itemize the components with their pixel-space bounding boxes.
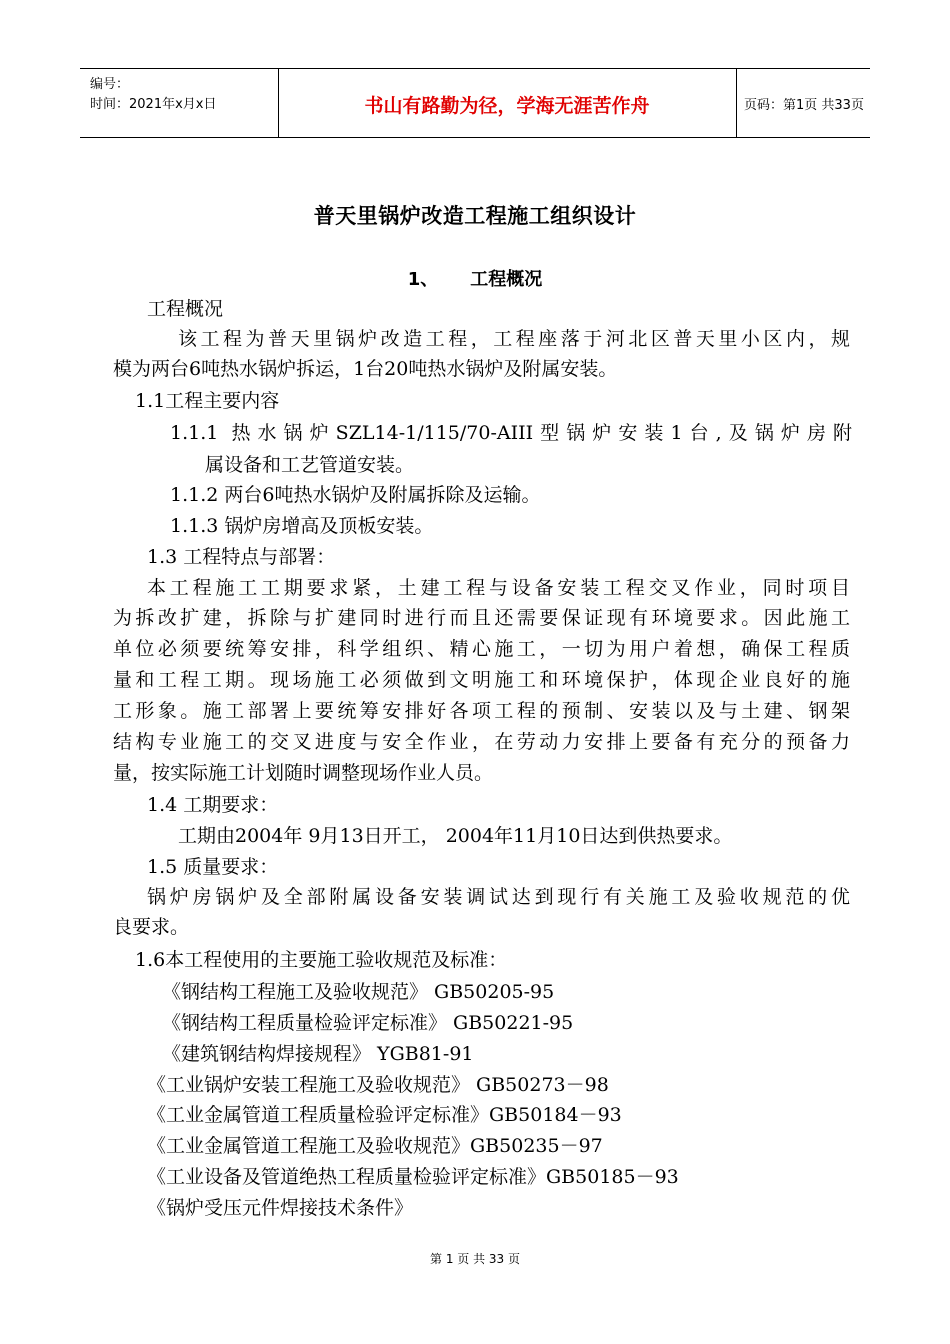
paragraph-line: 锅炉房锅炉及全部附属设备安装调试达到现行有关施工及验收规范的优 bbox=[147, 886, 850, 908]
header-motto: 书山有路勤为径，学海无涯苦作舟 bbox=[364, 95, 650, 117]
paragraph-line: 为拆改扩建，拆除与扩建同时进行而且还需要保证现有环境要求。因此施工 bbox=[113, 607, 850, 629]
standard-item: 《建筑钢结构焊接规程》 YGB81-91 bbox=[162, 1043, 474, 1065]
paragraph-line: 模为两台6吨热水锅炉拆运，1台20吨热水锅炉及附属安装。 bbox=[113, 358, 618, 380]
page-footer: 第 1 页 共 33 页 bbox=[430, 1252, 520, 1266]
subheading-main-content: 1.1工程主要内容 bbox=[135, 390, 280, 412]
subheading-overview: 工程概况 bbox=[147, 298, 224, 320]
list-item: 1.1.1 热水锅炉SZL14-1/115/70-AIII型锅炉安装1台,及锅炉房附 bbox=[170, 422, 852, 444]
section-number: 1、 bbox=[407, 269, 439, 290]
standard-item: 《工业金属管道工程质量检验评定标准》GB50184－93 bbox=[147, 1104, 622, 1126]
page-header bbox=[80, 68, 870, 138]
section-title: 工程概况 bbox=[470, 269, 543, 290]
subheading-schedule: 1.4 工期要求： bbox=[147, 794, 279, 816]
paragraph-line: 工形象。施工部署上要统筹安排好各项工程的预制、安装以及与土建、钢架 bbox=[113, 700, 850, 722]
paragraph-line: 该工程为普天里锅炉改造工程，工程座落于河北区普天里小区内，规 bbox=[178, 328, 850, 350]
standard-item: 《工业设备及管道绝热工程质量检验评定标准》GB50185－93 bbox=[147, 1166, 679, 1188]
header-page-cell bbox=[736, 69, 870, 137]
document-number-label: 编号： bbox=[90, 77, 130, 92]
list-item-continuation: 属设备和工艺管道安装。 bbox=[205, 454, 415, 476]
paragraph-line: 单位必须要统筹安排，科学组织、精心施工，一切为用户着想，确保工程质 bbox=[113, 638, 850, 660]
section-heading bbox=[0, 265, 950, 291]
standard-item: 《锅炉受压元件焊接技术条件》 bbox=[147, 1197, 414, 1219]
document-title: 普天里锅炉改造工程施工组织设计 bbox=[313, 204, 637, 228]
header-left-cell bbox=[80, 69, 279, 137]
standard-item: 《工业金属管道工程施工及验收规范》GB50235－97 bbox=[147, 1135, 603, 1157]
list-item: 1.1.2 两台6吨热水锅炉及附属拆除及运输。 bbox=[170, 484, 541, 506]
paragraph-line: 工期由2004年 9月13日开工， 2004年11月10日达到供热要求。 bbox=[178, 825, 733, 847]
header-page-number: 页码：第1页 共33页 bbox=[744, 98, 864, 113]
standard-item: 《工业锅炉安装工程施工及验收规范》 GB50273－98 bbox=[147, 1074, 609, 1096]
paragraph-line: 量，按实际施工计划随时调整现场作业人员。 bbox=[113, 762, 494, 784]
paragraph-line: 本工程施工工期要求紧，土建工程与设备安装工程交叉作业，同时项目 bbox=[147, 577, 850, 599]
standard-item: 《钢结构工程质量检验评定标准》 GB50221-95 bbox=[162, 1012, 574, 1034]
subheading-features: 1.3 工程特点与部署： bbox=[147, 546, 336, 568]
standard-item: 《钢结构工程施工及验收规范》 GB50205-95 bbox=[162, 981, 555, 1003]
paragraph-line: 量和工程工期。现场施工必须做到文明施工和环境保护，体现企业良好的施 bbox=[113, 669, 850, 691]
subheading-quality: 1.5 质量要求： bbox=[147, 856, 279, 878]
header-motto-cell bbox=[278, 69, 737, 137]
paragraph-line: 良要求。 bbox=[113, 916, 190, 938]
list-item: 1.1.3 锅炉房增高及顶板安装。 bbox=[170, 515, 434, 537]
document-time-label: 时间：2021年x月x日 bbox=[90, 97, 217, 112]
paragraph-line: 结构专业施工的交叉进度与安全作业，在劳动力安排上要备有充分的预备力 bbox=[113, 731, 850, 753]
subheading-standards: 1.6本工程使用的主要施工验收规范及标准： bbox=[135, 949, 508, 971]
